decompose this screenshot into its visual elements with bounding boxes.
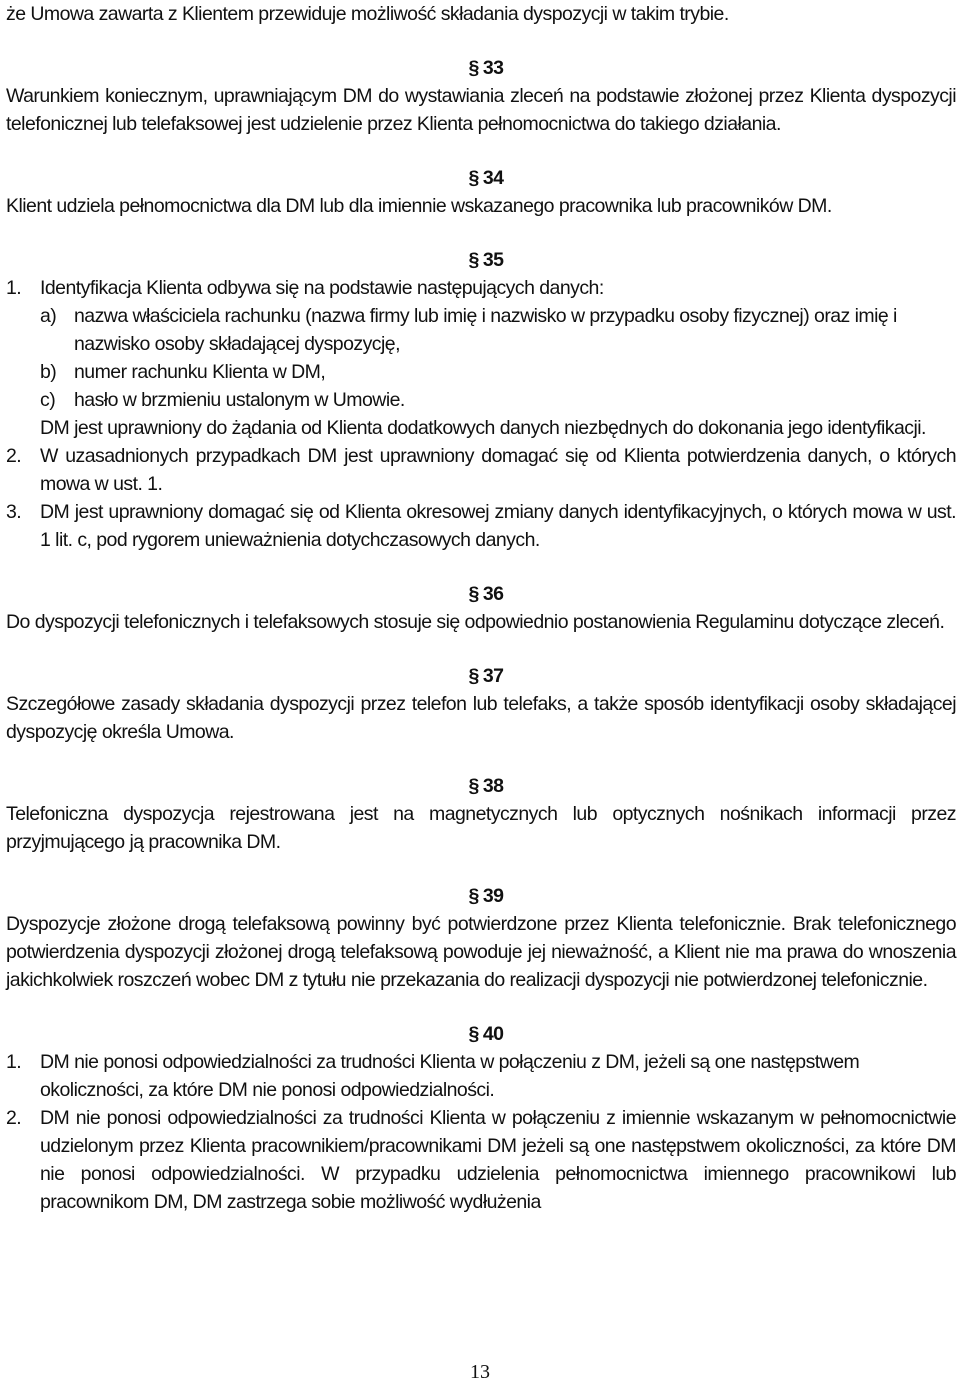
list-item: [6, 1104, 956, 1216]
page-number: 13: [470, 1361, 490, 1383]
section-35-list: [6, 274, 956, 554]
section-sign: §: [468, 1023, 479, 1045]
sub-list-item: [40, 358, 956, 386]
section-heading-37: [6, 662, 956, 690]
spacer: [6, 220, 956, 246]
spacer: [6, 856, 956, 882]
section-sign: §: [468, 885, 479, 907]
section-number: 36: [482, 583, 504, 605]
section-number: 35: [482, 249, 504, 271]
sub-item-text: nazwa właściciela rachunku (nazwa firmy lub imię i nazwisko w przypadku osoby fizycznej) oraz imię i nazwisko osoby składającej dyspozycję,: [74, 305, 897, 355]
section-number: 37: [482, 665, 504, 687]
item-number: 1.: [6, 1051, 22, 1073]
item-number: 2.: [6, 445, 22, 467]
section-sign: §: [468, 249, 479, 271]
section-38-text: Telefoniczna dyspozycja rejestrowana jest na magnetycznych lub optycznych nośnikach informacji przez przyjmującego ją pracownika DM.: [6, 803, 956, 853]
sub-list-item: [40, 386, 956, 414]
item-text: W uzasadnionych przypadkach DM jest uprawniony domagać się od Klienta potwierdzenia danych, o których mowa w ust. 1.: [40, 445, 956, 495]
sub-item-text: numer rachunku Klienta w DM,: [74, 361, 326, 383]
item-tail-text: DM jest uprawniony do żądania od Klienta dodatkowych danych niezbędnych do dokonania jego identyfikacji.: [40, 417, 926, 439]
section-number: 38: [482, 775, 504, 797]
document-page: [6, 0, 956, 1216]
sub-item-text: hasło w brzmieniu ustalonym w Umowie.: [74, 389, 405, 411]
spacer: [6, 138, 956, 164]
section-sign: §: [468, 775, 479, 797]
item-number: 1.: [6, 277, 22, 299]
spacer: [6, 636, 956, 662]
intro-paragraph: że Umowa zawarta z Klientem przewiduje możliwość składania dyspozycji w takim trybie.: [6, 3, 729, 25]
section-heading-38: [6, 772, 956, 800]
list-item: [6, 274, 956, 442]
item-body: [40, 274, 956, 442]
section-number: 39: [482, 885, 504, 907]
sub-list-item: [40, 302, 956, 358]
sub-item-letter: c): [40, 389, 56, 411]
section-39-text: Dyspozycje złożone drogą telefaksową powinny być potwierdzone przez Klienta telefonicznie. Brak telefonicznego potwierdzenia dyspozycji złożonej drogą telefaksową powoduje jej nieważność, a Klient nie ma prawa do wnoszenia jakichkolwiek roszczeń wobec DM z tytułu nie przekazania do realizacji dyspozycji nie potwierdzonej telefonicznie.: [6, 913, 956, 991]
section-number: 40: [482, 1023, 504, 1045]
section-heading-33: [6, 54, 956, 82]
section-sign: §: [468, 57, 479, 79]
section-heading-40: [6, 1020, 956, 1048]
sub-list: [40, 302, 956, 414]
section-40-list: [6, 1048, 956, 1216]
section-number: 34: [482, 167, 504, 189]
section-heading-35: [6, 246, 956, 274]
section-number: 33: [482, 57, 504, 79]
section-sign: §: [468, 665, 479, 687]
item-text: DM nie ponosi odpowiedzialności za trudności Klienta w połączeniu z DM, jeżeli są one następstwem okoliczności, za które DM nie ponosi odpowiedzialności.: [40, 1051, 860, 1101]
item-text: DM nie ponosi odpowiedzialności za trudności Klienta w połączeniu z imiennie wskazanym w pełnomocnictwie udzielonym przez Klienta pracownikiem/pracownikami DM jeżeli są one następstwem okoliczności, za które DM nie ponosi odpowiedzialności. W przypadku udzielenia pełnomocnictwa imiennego pracownikowi lub pracownikom DM, DM zastrzega sobie możliwość wydłużenia: [40, 1107, 956, 1213]
item-number: 2.: [6, 1107, 22, 1129]
section-36-text: Do dyspozycji telefonicznych i telefaksowych stosuje się odpowiednio postanowienia Regulaminu dotyczące zleceń.: [6, 611, 945, 633]
list-item: [6, 1048, 956, 1104]
sub-item-letter: b): [40, 361, 57, 383]
spacer: [6, 554, 956, 580]
section-heading-36: [6, 580, 956, 608]
spacer: [6, 28, 956, 54]
section-heading-34: [6, 164, 956, 192]
section-37-text: Szczegółowe zasady składania dyspozycji przez telefon lub telefaks, a także sposób identyfikacji osoby składającej dyspozycję określa Umowa.: [6, 693, 956, 743]
section-34-text: Klient udziela pełnomocnictwa dla DM lub dla imiennie wskazanego pracownika lub pracowników DM.: [6, 195, 832, 217]
sub-item-letter: a): [40, 305, 57, 327]
section-sign: §: [468, 167, 479, 189]
list-item: [6, 442, 956, 498]
item-text: DM jest uprawniony domagać się od Klienta okresowej zmiany danych identyfikacyjnych, o których mowa w ust. 1 lit. c, pod rygorem unieważnienia dotychczasowych danych.: [40, 501, 956, 551]
section-heading-39: [6, 882, 956, 910]
list-item: [6, 498, 956, 554]
section-sign: §: [468, 583, 479, 605]
item-text: Identyfikacja Klienta odbywa się na podstawie następujących danych:: [40, 277, 604, 299]
section-33-text: Warunkiem koniecznym, uprawniającym DM do wystawiania zleceń na podstawie złożonej przez Klienta dyspozycji telefonicznej lub telefaksowej jest udzielenie przez Klienta pełnomocnictwa do takiego działania.: [6, 85, 956, 135]
spacer: [6, 746, 956, 772]
spacer: [6, 994, 956, 1020]
item-number: 3.: [6, 501, 22, 523]
